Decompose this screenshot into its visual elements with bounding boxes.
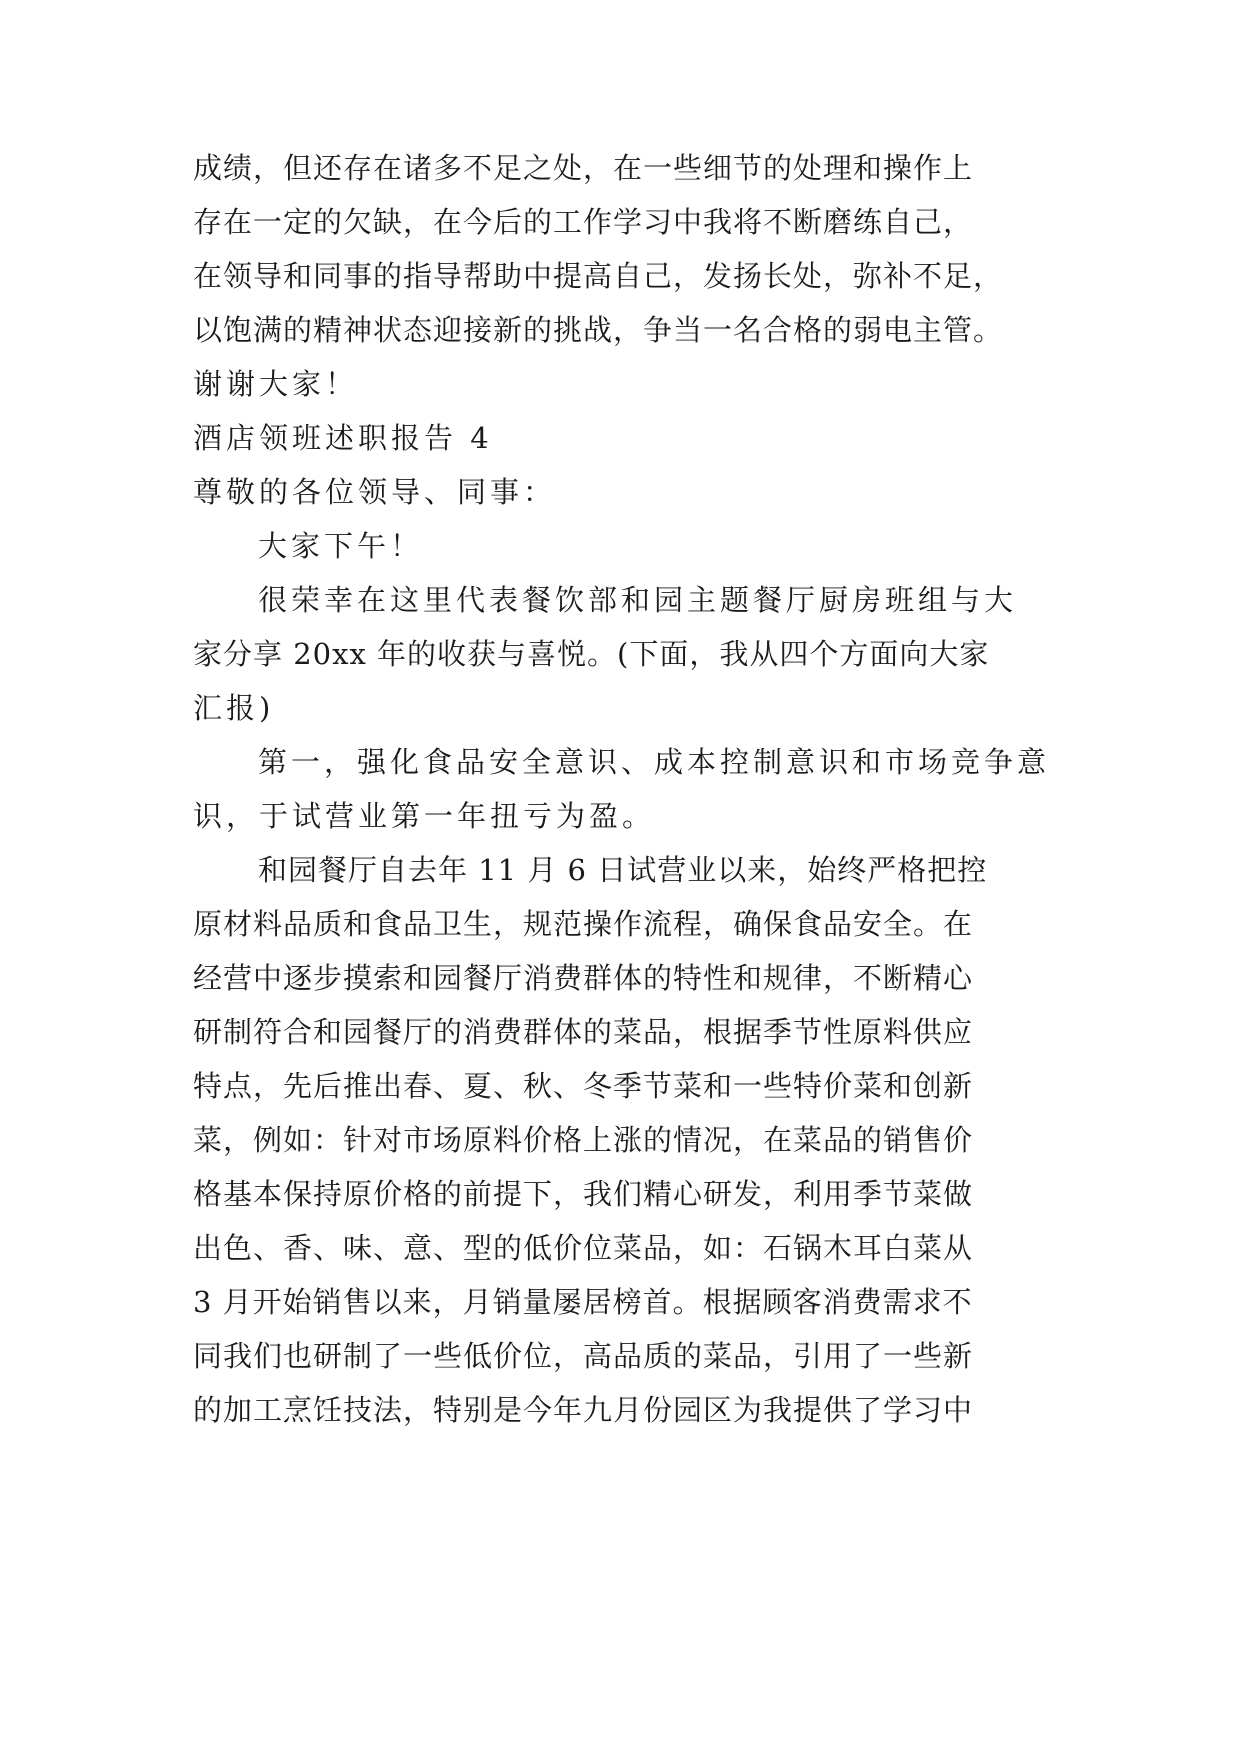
body-line: 很荣幸在这里代表餐饮部和园主题餐厅厨房班组与大 [258,583,1018,617]
body-line: 经营中逐步摸索和园餐厅消费群体的特性和规律，不断精心 [193,961,974,995]
body-line: 研制符合和园餐厅的消费群体的菜品，根据季节性原料供应 [193,1015,974,1049]
section-title: 酒店领班述职报告 4 [193,421,493,455]
body-line: 在领导和同事的指导帮助中提高自己，发扬长处，弥补不足， [193,259,1004,293]
salutation: 尊敬的各位领导、同事： [193,475,557,509]
body-line: 出色、香、味、意、型的低价位菜品，如：石锅木耳白菜从 [193,1231,974,1265]
body-line: 成绩，但还存在诸多不足之处，在一些细节的处理和操作上 [193,151,974,185]
body-line: 菜，例如：针对市场原料价格上涨的情况，在菜品的销售价 [193,1123,974,1157]
body-line: 以饱满的精神状态迎接新的挑战，争当一名合格的弱电主管。 [193,313,1004,347]
body-line: 3 月开始销售以来，月销量屡居榜首。根据顾客消费需求不 [193,1285,973,1319]
body-line: 特点，先后推出春、夏、秋、冬季节菜和一些特价菜和创新 [193,1069,974,1103]
greeting: 大家下午！ [258,529,424,563]
body-line: 存在一定的欠缺，在今后的工作学习中我将不断磨练自己， [193,205,974,239]
body-line: 汇报) [193,691,275,725]
point-heading: 识，于试营业第一年扭亏为盈。 [193,799,656,833]
body-line: 和园餐厅自去年 11 月 6 日试营业以来，始终严格把控 [258,853,988,887]
body-line: 格基本保持原价格的前提下，我们精心研发，利用季节菜做 [193,1177,974,1211]
closing-line: 谢谢大家！ [193,367,359,401]
body-line: 家分享 20xx 年的收获与喜悦。(下面，我从四个方面向大家 [193,637,990,671]
body-line: 原材料品质和食品卫生，规范操作流程，确保食品安全。在 [193,907,974,941]
body-line: 同我们也研制了一些低价位，高品质的菜品，引用了一些新 [193,1339,974,1373]
point-heading: 第一，强化食品安全意识、成本控制意识和市场竞争意 [258,745,1051,779]
body-line: 的加工烹饪技法，特别是今年九月份园区为我提供了学习中 [193,1393,974,1427]
